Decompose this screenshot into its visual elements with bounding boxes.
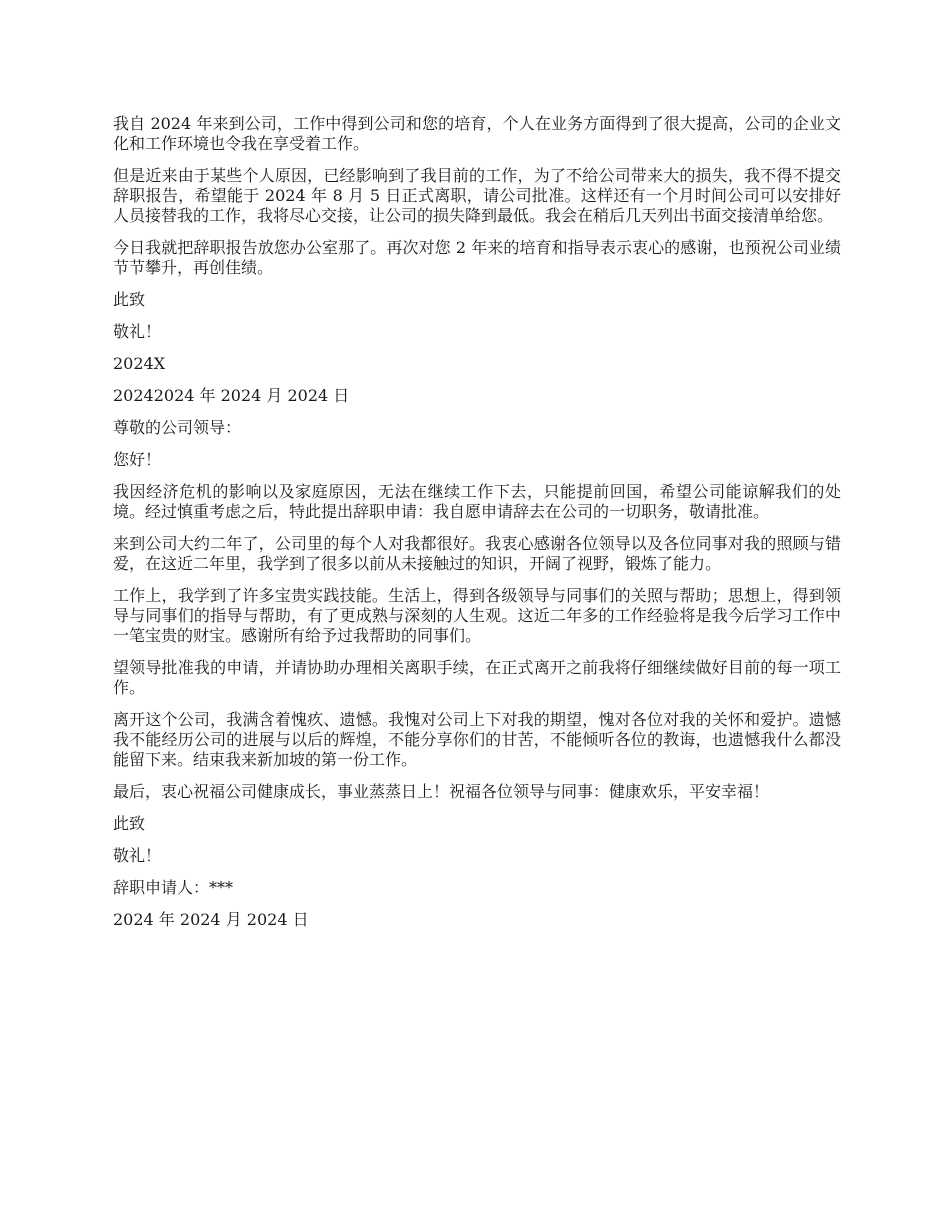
signature-name: 2024X — [113, 354, 166, 373]
paragraph-gratitude: 来到公司大约二年了，公司里的每个人对我都很好。我衷心感谢各位领导以及各位同事对我的照顾与错爱，在这近二年里，我学到了很多以前从未接触过的知识，开阔了视野，锻炼了能力。 — [113, 534, 841, 573]
paragraph-resignation-request: 我因经济危机的影响以及家庭原因，无法在继续工作下去，只能提前回国，希望公司能谅解我们的处境。经过慎重考虑之后，特此提出辞职申请：我自愿申请辞去在公司的一切职务，敬请批准。 — [113, 482, 841, 521]
applicant-signature: 辞职申请人：*** — [113, 878, 234, 897]
closing-salutation-2: 此致 — [113, 814, 146, 833]
document-body — [113, 114, 841, 942]
letter-hello: 您好！ — [113, 450, 162, 469]
applicant-date: 2024 年 2024 月 2024 日 — [113, 910, 309, 929]
paragraph-intro: 我自 2024 年来到公司，工作中得到公司和您的培育，个人在业务方面得到了很大提高，公司的企业文化和工作环境也令我在享受着工作。 — [113, 114, 841, 153]
paragraph-approval: 望领导批准我的申请，并请协助办理相关离职手续，在正式离开之前我将仔细继续做好目前的每一项工作。 — [113, 658, 841, 697]
paragraph-thanks: 今日我就把辞职报告放您办公室那了。再次对您 2 年来的培育和指导表示衷心的感谢，也预祝公司业绩节节攀升，再创佳绩。 — [113, 238, 841, 277]
paragraph-blessing: 最后，衷心祝福公司健康成长，事业蒸蒸日上！祝福各位领导与同事：健康欢乐，平安幸福！ — [113, 782, 770, 801]
paragraph-experience: 工作上，我学到了许多宝贵实践技能。生活上，得到各级领导与同事们的关照与帮助；思想上，得到领导与同事们的指导与帮助，有了更成熟与深刻的人生观。这近二年多的工作经验将是我今后学习工作中一笔宝贵的财宝。感谢所有给予过我帮助的同事们。 — [113, 586, 841, 645]
closing-regards-2: 敬礼！ — [113, 846, 162, 865]
closing-regards: 敬礼！ — [113, 322, 162, 341]
closing-salutation: 此致 — [113, 290, 146, 309]
paragraph-reason: 但是近来由于某些个人原因，已经影响到了我目前的工作，为了不给公司带来大的损失，我不得不提交辞职报告，希望能于 2024 年 8 月 5 日正式离职，请公司批准。这样还有一个月时间公司可以安排好人员接替我的工作，我将尽心交接，让公司的损失降到最低。我会在稍后几天列出书面交接清单给您。 — [113, 166, 841, 225]
paragraph-regret: 离开这个公司，我满含着愧疚、遗憾。我愧对公司上下对我的期望，愧对各位对我的关怀和爱护。遗憾我不能经历公司的进展与以后的辉煌，不能分享你们的甘苦，不能倾听各位的教诲，也遗憾我什么都没能留下来。结束我来新加坡的第一份工作。 — [113, 710, 841, 769]
signature-date: 20242024 年 2024 月 2024 日 — [113, 386, 350, 405]
letter-greeting: 尊敬的公司领导： — [113, 418, 242, 437]
